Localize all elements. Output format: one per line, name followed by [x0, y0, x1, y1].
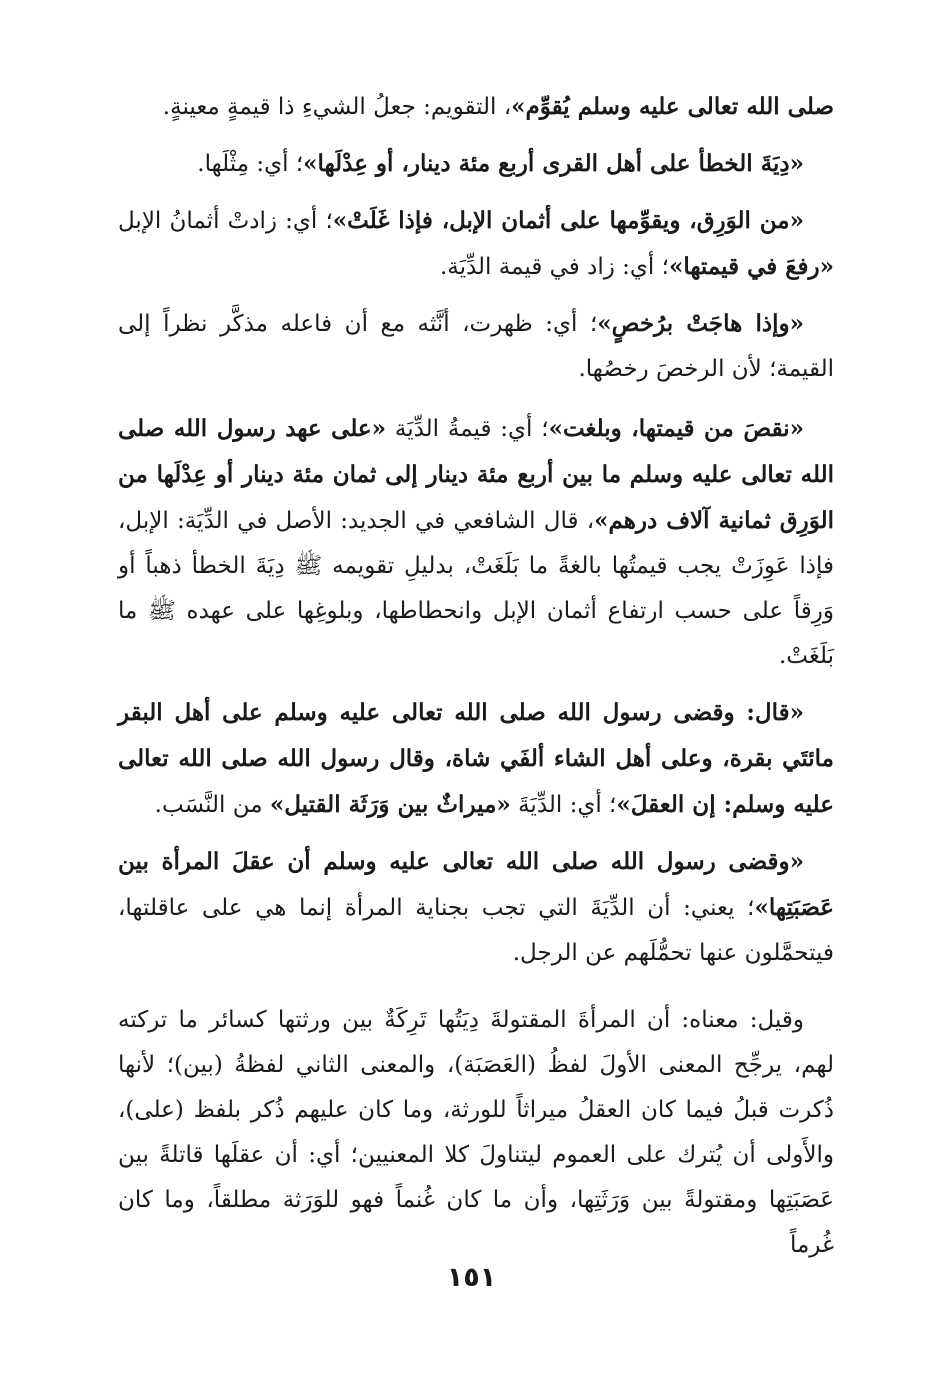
quoted-hadith-text: «نقصَ من قيمتها، وبلغت» — [548, 415, 804, 442]
quoted-hadith-text: «وقضى رسول الله صلى الله تعالى عليه وسلم أن عقلَ المرأة بين عَصَبَتِها» — [118, 848, 834, 921]
paragraph-2 — [118, 141, 834, 187]
commentary-text: وقيل: معناه: أن المرأةَ المقتولةَ دِيَتُها تَرِكَةٌ بين ورثتها كسائر ما تركته لهم، يرجِّح المعنى الأولَ لفظُ (العَصَبَة)، والمعنى الثاني لفظةُ (بين)؛ لأنها ذُكرت قبلُ فيما كان العقلُ ميراثاً للورثة، وما كان عليهم ذُكر بلفظ (على)، والأَولى أن يُترك على العموم ليتناولَ كلا المعنيين؛ أي: أن عقلَها قاتلةً بين عَصَبَتِها ومقتولةً بين وَرَثَتِها، وأن ما كان غُنماً فهو للوَرَثة مطلقاً، وما كان غُرماً — [118, 1007, 834, 1258]
page-body-text — [118, 84, 834, 1268]
commentary-text: ؛ يعني: أن الدِّيَةَ التي تجب بجناية المرأة إنما هي على عاقلتها، فيتحمَّلون عنها تحمُّلَهم عن الرجل. — [118, 895, 834, 966]
commentary-text: ؛ أي: قيمةُ الدِّيَة — [386, 416, 549, 442]
paragraph-4 — [118, 301, 834, 392]
quoted-hadith-text: «وإذا هاجَتْ برُخصٍ» — [597, 310, 805, 337]
commentary-text: من النَّسَب. — [154, 792, 270, 818]
paragraph-7 — [118, 839, 834, 976]
quoted-hadith-text: «دِيَةَ الخطأ على أهل القرى أربع مئة دينار، أو عِدْلَها» — [303, 150, 804, 177]
quoted-hadith-text: «قال: وقضى رسول الله صلى الله تعالى عليه وسلم على أهل البقر مائتَي بقرة، وعلى أهل الشاء ألفَي شاة، وقال رسول الله صلى الله تعالى عليه وسلم: إن العقلَ» — [118, 699, 834, 818]
quoted-hadith-text: «رفعَ في قيمتها» — [668, 253, 834, 280]
paragraph-8 — [118, 998, 834, 1268]
paragraph-6 — [118, 690, 834, 828]
commentary-text: ، التقويم: جعلُ الشيءِ ذا قيمةٍ معينةٍ. — [162, 94, 512, 120]
quoted-hadith-text: «ميراثٌ بين وَرَثَة القتيل» — [269, 791, 511, 818]
page-number: ١٥١ — [446, 1262, 497, 1293]
commentary-text: ؛ أي: ظهرت، أنَّثه مع أن فاعله مذكَّر نظراً إلى القيمة؛ لأن الرخصَ رخصُها. — [118, 311, 834, 382]
commentary-text: ؛ أي: الدِّيَةَ — [510, 792, 617, 818]
paragraph-3 — [118, 198, 834, 290]
quoted-hadith-text: صلى الله تعالى عليه وسلم يُقوِّم» — [511, 93, 834, 120]
commentary-text: ؛ أي: زاد في قيمة الدِّيَة. — [439, 254, 669, 280]
commentary-text: ؛ أي: زادتْ أثمانُ الإبل — [118, 208, 333, 234]
paragraph-1 — [118, 84, 834, 130]
commentary-text: ؛ أي: مِثْلَها. — [197, 151, 304, 177]
paragraph-5 — [118, 406, 834, 679]
quoted-hadith-text: «من الوَرِق، ويقوِّمها على أثمان الإبل، فإذا غَلَتْ» — [332, 207, 804, 234]
commentary-text: ، قال الشافعي في الجديد: الأصل في الدِّيَة: الإبل، فإذا عَوِزَتْ يجب قيمتُها بالغةً ما بَلَغَتْ، بدليلِ تقويمه ﷺ دِيَةَ الخطأ ذهباً أو وَرِقاً على حسب ارتفاع أثمان الإبل وانحطاطها، وبلوغِها على عهده ﷺ ما بَلَغَتْ. — [118, 508, 834, 669]
quoted-hadith-text: «على عهد رسول الله صلى الله تعالى عليه وسلم ما بين أربع مئة دينار إلى ثمان مئة دينار أو عِدْلَها من الوَرِق ثمانية آلاف درهم» — [118, 415, 834, 534]
